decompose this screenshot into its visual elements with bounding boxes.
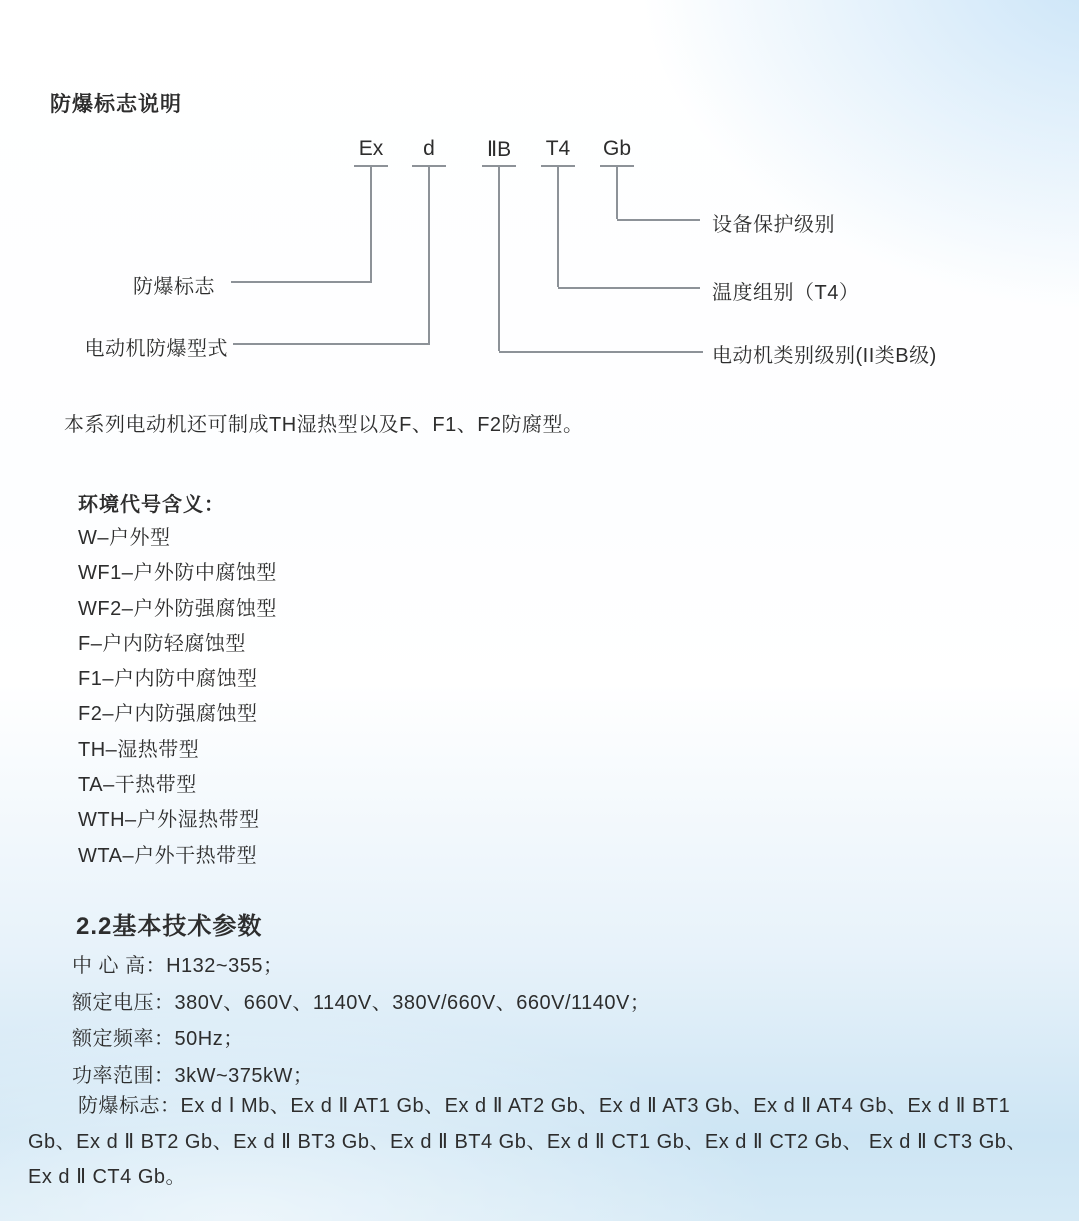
leader-vline-iib [498, 166, 500, 351]
list-item: F–户内防轻腐蚀型 [78, 632, 246, 655]
leader-vline-t4 [557, 166, 559, 287]
diagram-label-ex-mark: 防爆标志 [133, 276, 215, 298]
code-token-t4: T4 [545, 137, 571, 160]
list-item: TH–湿热带型 [78, 738, 200, 761]
list-item: WF1–户外防中腐蚀型 [78, 562, 277, 585]
page-title: 防爆标志说明 [50, 93, 182, 116]
code-token-iib: ⅡB [486, 138, 512, 161]
diagram-label-motor-category: 电动机类别级别(II类B级) [712, 345, 937, 367]
list-item: TA–干热带型 [78, 774, 197, 797]
ex-marks-line: 防爆标志：Ex d Ⅰ Mb、Ex d Ⅱ AT1 Gb、Ex d Ⅱ AT2 Gb、Ex d Ⅱ AT3 Gb、Ex d Ⅱ AT4 Gb、Ex d Ⅱ BT1 [78, 1095, 1011, 1117]
diagram-label-protection-type: 电动机防爆型式 [84, 338, 228, 360]
leader-vline-d [428, 166, 430, 343]
environment-codes-list [78, 521, 277, 874]
code-token-ex: Ex [358, 137, 384, 160]
param-rated-frequency: 额定频率：50Hz； [72, 1028, 244, 1050]
ex-marks-line: Ex d Ⅱ CT4 Gb。 [28, 1166, 186, 1188]
leader-vline-ex [370, 166, 372, 281]
ex-marks-paragraph [28, 1089, 1027, 1196]
ex-marks-line: Gb、Ex d Ⅱ BT2 Gb、Ex d Ⅱ BT3 Gb、Ex d Ⅱ BT4 Gb、Ex d Ⅱ CT1 Gb、Ex d Ⅱ CT2 Gb、 Ex d Ⅱ CT3 Gb、 [28, 1130, 1027, 1153]
environment-codes-heading: 环境代号含义： [78, 494, 225, 516]
list-item: F1–户内防中腐蚀型 [78, 668, 258, 691]
list-item: F2–户内防强腐蚀型 [78, 703, 258, 726]
list-item: WTH–户外湿热带型 [78, 809, 260, 832]
code-token-d: d [423, 137, 435, 160]
leader-hline-t4 [558, 287, 700, 289]
leader-hline-iib [499, 351, 703, 353]
leader-hline-gb [617, 219, 700, 221]
diagram-label-temperature-group: 温度组别（T4） [712, 282, 860, 304]
leader-hline-d [233, 343, 430, 345]
leader-hline-ex [231, 281, 372, 283]
list-item: WTA–户外干热带型 [78, 844, 258, 867]
param-center-height: 中 心 高：H132~355； [72, 955, 284, 977]
list-item: W–户外型 [78, 527, 171, 549]
param-rated-voltage: 额定电压：380V、660V、1140V、380V/660V、660V/1140V； [72, 991, 651, 1014]
tech-params-heading: 2.2基本技术参数 [76, 913, 263, 940]
diagram-label-protection-level: 设备保护级别 [712, 214, 835, 236]
tech-params-lines [72, 948, 650, 1094]
intro-paragraph: 本系列电动机还可制成TH湿热型以及F、F1、F2防腐型。 [64, 414, 584, 436]
code-token-gb: Gb [602, 137, 631, 160]
leader-vline-gb [616, 166, 618, 219]
param-power-range: 功率范围：3kW~375kW； [72, 1064, 314, 1087]
list-item: WF2–户外防强腐蚀型 [78, 597, 277, 620]
